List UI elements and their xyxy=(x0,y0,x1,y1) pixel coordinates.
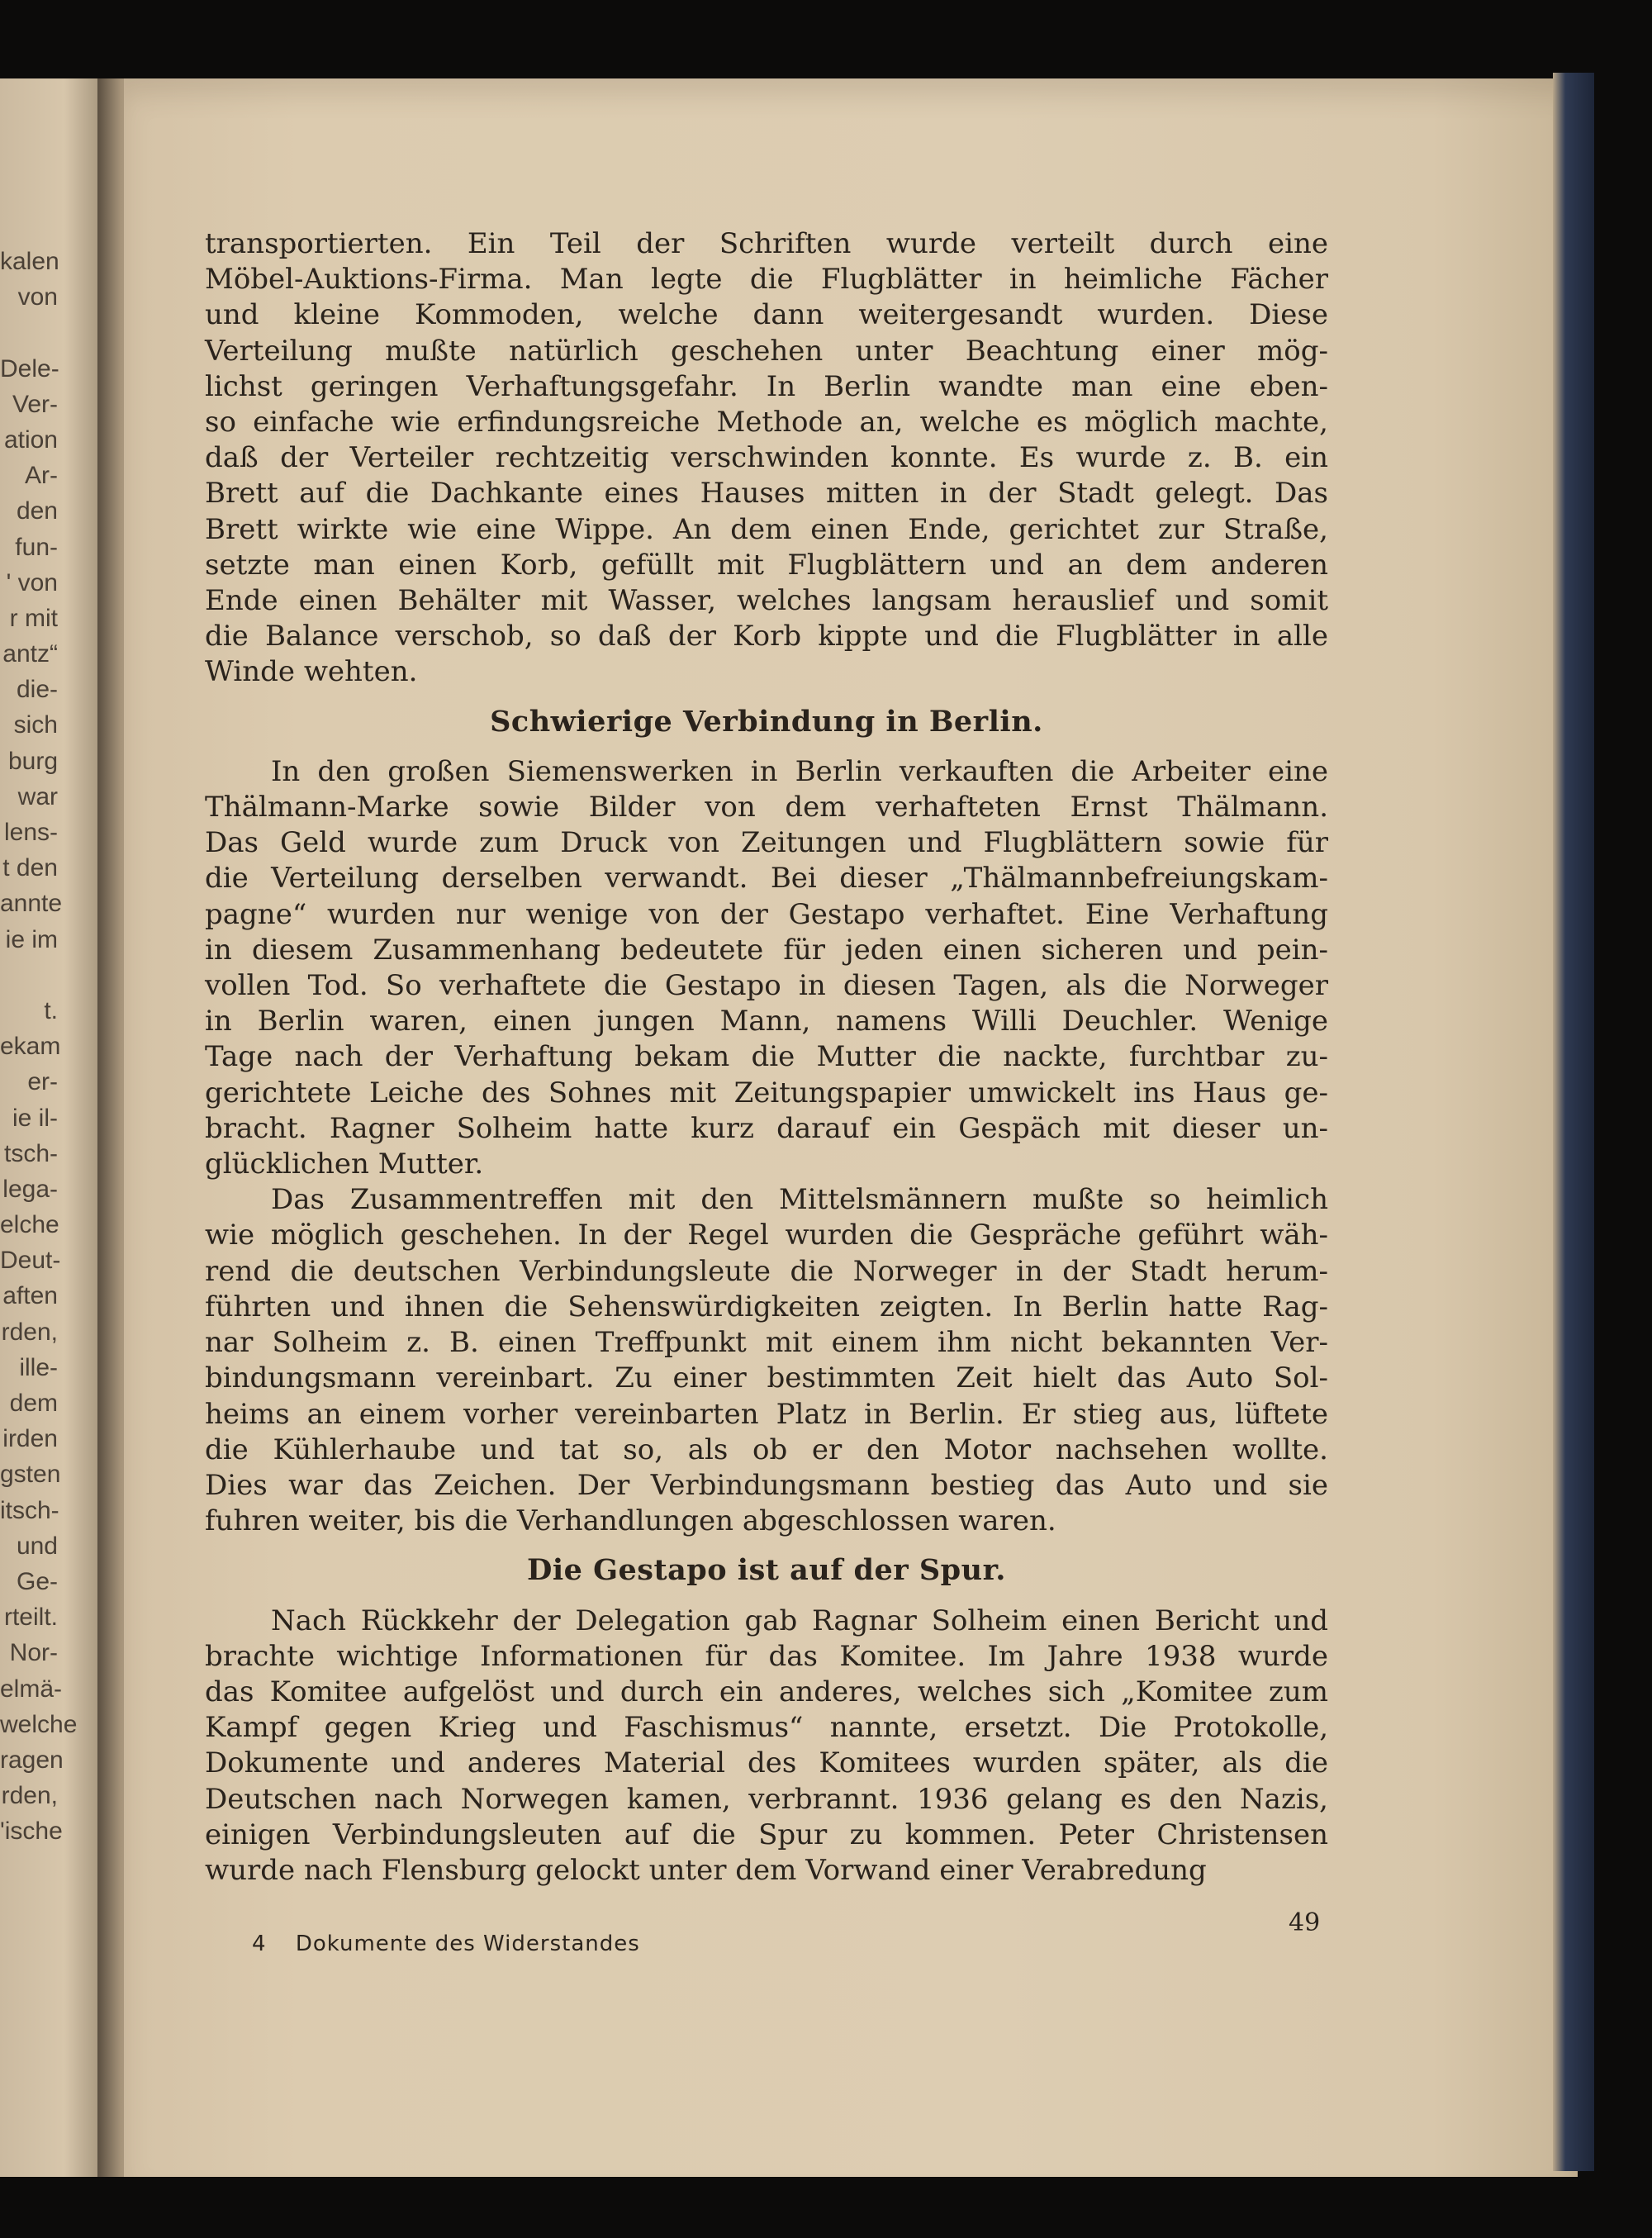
left-fragment: elmä- xyxy=(0,1675,63,1703)
text-line: Thälmann-Marke sowie Bilder von dem verhafteten Ernst Thälmann. xyxy=(205,791,1328,824)
left-fragment: Ge- xyxy=(16,1567,58,1595)
left-fragment: irden xyxy=(2,1425,58,1453)
left-fragment: er- xyxy=(27,1068,58,1096)
book-cover-edge xyxy=(1553,73,1594,2171)
text-line: bindungsmann vereinbart. Zu einer bestimmten Zeit hielt das Auto Sol- xyxy=(205,1361,1328,1395)
left-fragment: Nor- xyxy=(9,1639,58,1667)
page-number: 49 xyxy=(1289,1908,1321,1937)
left-fragment: t den xyxy=(2,854,58,882)
left-fragment: annte xyxy=(0,890,63,918)
text-line: die Verteilung derselben verwandt. Bei dieser „Thälmannbefreiungskam- xyxy=(205,862,1328,896)
section-heading-gestapo: Die Gestapo ist auf der Spur. xyxy=(526,1553,1006,1588)
left-fragment: ille- xyxy=(19,1353,58,1381)
left-fragment: gsten xyxy=(0,1461,61,1489)
left-fragment: Ar- xyxy=(25,462,58,490)
footer-book-title: Dokumente des Widerstandes xyxy=(295,1932,640,1956)
left-fragment: ie il- xyxy=(12,1104,58,1132)
text-line: Nach Rückkehr der Delegation gab Ragnar Solheim einen Bericht und xyxy=(271,1604,1328,1637)
paragraph-thaelmann-campaign xyxy=(205,754,1328,1182)
left-fragment: welche xyxy=(0,1710,78,1738)
text-line: Deutschen nach Norwegen kamen, verbrannt. 1936 gelang es den Nazis, xyxy=(205,1782,1328,1816)
left-fragment: tsch- xyxy=(3,1139,58,1167)
text-line: Brett wirkte wie eine Wippe. An dem einen Ende, gerichtet zur Straße, xyxy=(205,512,1328,546)
text-line: einigen Verbindungsleuten auf die Spur zu kommen. Peter Christensen xyxy=(205,1817,1328,1851)
text-line: in Berlin waren, einen jungen Mann, namens Willi Deuchler. Wenige xyxy=(205,1005,1328,1038)
text-line: Das Geld wurde zum Druck von Zeitungen und Flugblättern sowie für xyxy=(205,826,1328,860)
text-line: Ende einen Behälter mit Wasser, welches langsam herauslief und somit xyxy=(205,584,1328,618)
left-fragment: rden, xyxy=(1,1318,58,1346)
text-line: die Balance verschob, so daß der Korb kippte und die Flugblätter in alle xyxy=(205,620,1328,653)
paragraph-return-delegation xyxy=(205,1604,1328,1889)
text-line: brachte wichtige Informationen für das Komitee. Im Jahre 1938 wurde xyxy=(205,1639,1328,1673)
text-line: und kleine Kommoden, welche dann weitergesandt wurden. Diese xyxy=(205,298,1328,332)
text-line: nar Solheim z. B. einen Treffpunkt mit einem ihm nicht bekannten Ver- xyxy=(205,1326,1328,1360)
text-line: Das Zusammentreffen mit den Mittelsmännern mußte so heimlich xyxy=(271,1183,1328,1217)
text-line: so einfache wie erfindungsreiche Methode an, welche es möglich machte, xyxy=(205,406,1328,440)
left-fragment: Ver- xyxy=(12,390,58,418)
left-fragment xyxy=(0,315,58,350)
text-line: fuhren weiter, bis die Verhandlungen abgeschlossen waren. xyxy=(205,1504,1056,1538)
text-line: Winde wehten. xyxy=(205,655,418,689)
text-line: glücklichen Mutter. xyxy=(205,1148,484,1181)
left-fragment: ekam xyxy=(0,1033,61,1061)
text-line: Kampf gegen Krieg und Faschismus“ nannte, ersetzt. Die Protokolle, xyxy=(205,1711,1328,1745)
text-line: transportierten. Ein Teil der Schriften wurde verteilt durch eine xyxy=(205,227,1328,260)
text-line: führten und ihnen die Sehenswürdigkeiten zeigten. In Berlin hatte Rag- xyxy=(205,1290,1328,1323)
text-line: Brett auf die Dachkante eines Hauses mitten in der Stadt gelegt. Das xyxy=(205,477,1328,511)
left-fragment xyxy=(0,957,58,993)
footer-signature: 4 xyxy=(252,1932,267,1956)
text-line: heims an einem vorher vereinbarten Platz in Berlin. Er stieg aus, lüftete xyxy=(205,1397,1328,1431)
text-line: wie möglich geschehen. In der Regel wurden die Gespräche geführt wäh- xyxy=(205,1219,1328,1252)
left-fragment: ragen xyxy=(0,1746,64,1774)
left-fragment: t. xyxy=(44,996,58,1024)
left-fragment: dem xyxy=(9,1390,58,1417)
page-body xyxy=(205,226,1328,1889)
paragraph-board-method xyxy=(205,226,1328,691)
left-fragment: Deut- xyxy=(0,1247,61,1275)
text-line: Möbel-Auktions-Firma. Man legte die Flugblätter in heimliche Fächer xyxy=(205,263,1328,297)
left-fragment: ' von xyxy=(6,568,58,596)
left-fragment: war xyxy=(17,782,58,810)
left-fragment: lens- xyxy=(3,819,58,846)
text-line: Dies war das Zeichen. Der Verbindungsmann bestieg das Auto und sie xyxy=(205,1468,1328,1502)
left-fragment: die- xyxy=(16,676,58,704)
left-fragment: elche xyxy=(0,1211,59,1239)
left-fragment: antz“ xyxy=(2,640,58,668)
left-fragment: von xyxy=(17,283,58,311)
text-line: das Komitee aufgelöst und durch ein anderes, welches sich „Komitee zum xyxy=(205,1675,1328,1708)
left-fragment: aften xyxy=(2,1282,58,1310)
left-fragment: den xyxy=(16,497,58,525)
text-line: Verteilung mußte natürlich geschehen unter Beachtung einer mög- xyxy=(205,334,1328,368)
text-line: pagne“ wurden nur wenige von der Gestapo verhaftet. Eine Verhaftung xyxy=(205,897,1328,931)
text-line: in diesem Zusammenhang bedeutete für jeden einen sicheren und pein- xyxy=(205,933,1328,967)
left-fragment: rden, xyxy=(1,1782,58,1810)
text-line: daß der Verteiler rechtzeitig verschwinden konnte. Es wurde z. B. ein xyxy=(205,441,1328,475)
left-page-text-fragments xyxy=(0,244,78,1849)
text-line: Tage nach der Verhaftung bekam die Mutter die nackte, furchtbar zu- xyxy=(205,1040,1328,1074)
left-fragment: itsch- xyxy=(0,1496,59,1524)
text-line: Dokumente und anderes Material des Komitees wurden später, als die xyxy=(205,1746,1328,1780)
text-line: setzte man einen Korb, gefüllt mit Flugblättern und an dem anderen xyxy=(205,548,1328,582)
paragraph-meetings xyxy=(205,1182,1328,1539)
text-line: rend die deutschen Verbindungsleute die Norweger in der Stadt herum- xyxy=(205,1254,1328,1288)
left-fragment: fun- xyxy=(15,533,58,561)
text-line: In den großen Siemenswerken in Berlin verkauften die Arbeiter eine xyxy=(271,754,1328,788)
left-fragment: sich xyxy=(13,711,58,739)
left-fragment: burg xyxy=(7,747,58,775)
text-line: lichst geringen Verhaftungsgefahr. In Berlin wandte man eine eben- xyxy=(205,369,1328,403)
left-fragment: ation xyxy=(3,425,58,454)
left-fragment: 'ische xyxy=(0,1817,63,1846)
text-line: gerichtete Leiche des Sohnes mit Zeitungspapier umwickelt ins Haus ge- xyxy=(205,1076,1328,1109)
left-fragment: lega- xyxy=(2,1175,58,1203)
left-fragment: kalen xyxy=(0,248,59,275)
left-fragment: und xyxy=(16,1532,58,1560)
left-fragment: ie im xyxy=(5,925,58,953)
left-fragment: Dele- xyxy=(0,354,59,383)
text-line: die Kühlerhaube und tat so, als ob er den Motor nachsehen wollte. xyxy=(205,1433,1328,1466)
page-footer xyxy=(252,1932,640,1956)
text-line: wurde nach Flensburg gelockt unter dem Vorwand einer Verabredung xyxy=(205,1853,1207,1887)
section-heading-berlin: Schwierige Verbindung in Berlin. xyxy=(490,704,1043,739)
left-fragment: rteilt. xyxy=(3,1604,58,1632)
left-fragment: r mit xyxy=(9,604,58,632)
text-line: bracht. Ragner Solheim hatte kurz darauf ein Gespäch mit dieser un- xyxy=(205,1111,1328,1145)
text-line: vollen Tod. So verhaftete die Gestapo in diesen Tagen, als die Norweger xyxy=(205,969,1328,1003)
